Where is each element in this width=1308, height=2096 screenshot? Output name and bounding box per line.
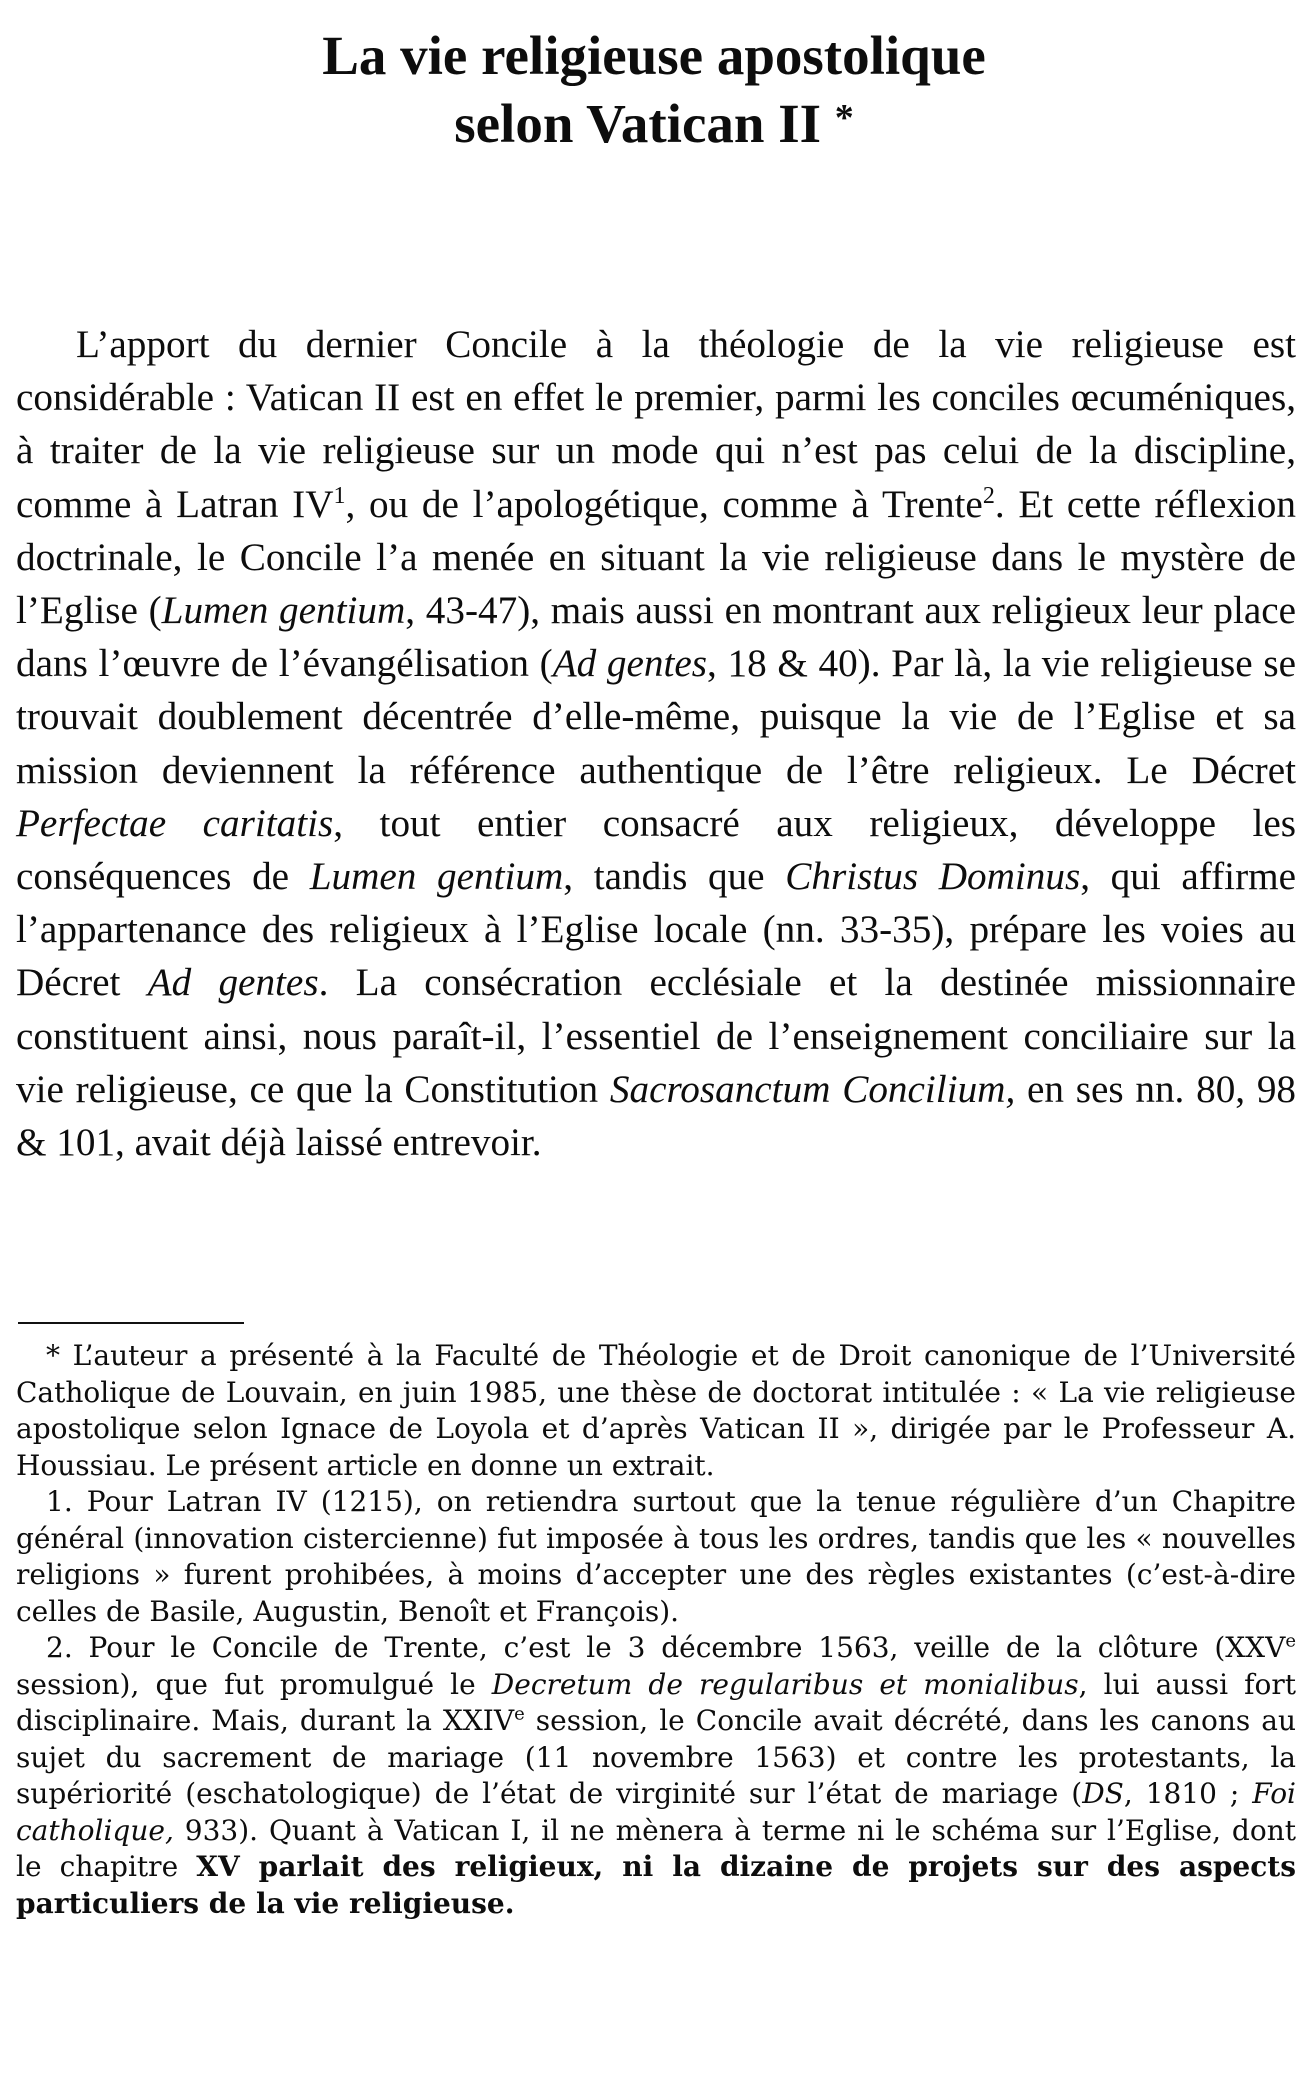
title-footnote-marker: * bbox=[834, 97, 854, 139]
body-text: , tandis que bbox=[563, 855, 786, 899]
footnote-text: 2. Pour le Concile de Trente, c’est le 3 décembre 1563, veille de la clôture (XXV bbox=[46, 1631, 1286, 1664]
document-title: Perfectae caritatis bbox=[16, 801, 334, 845]
footnote-text: 933). Quant à Vatican I, il ne mènera à terme ni le schéma sur l’Eglise, dont le chapitre bbox=[16, 1813, 1296, 1883]
body-text: en ses nn. 80, 98 & 101, avait déjà laissé entrevoir. bbox=[16, 1067, 1297, 1165]
footnote-text: session, le Concile avait décrété, dans les canons au sujet du sacrement de mariage (11 novembre 1563) et contre les protestants, la supériorité (eschatologique) de l’état de virginité sur l’état de mariage ( bbox=[16, 1704, 1296, 1810]
footnote-text-bold: XV parlait des religieux, ni la dizaine de projets sur des aspects particuliers de la vie religieuse. bbox=[16, 1850, 1296, 1920]
footnote-ref-2: 2 bbox=[982, 482, 995, 509]
ordinal-suffix: e bbox=[1285, 1630, 1296, 1652]
footnote-2 bbox=[16, 1630, 1296, 1922]
body-text: , ou de l’apologétique, comme à Trente bbox=[345, 482, 983, 526]
document-title: Decretum de regularibus et monialibus bbox=[491, 1667, 1079, 1701]
footnote-1: 1. Pour Latran IV (1215), on retiendra surtout que la tenue régulière d’un Chapitre général (innovation cistercienne) fut imposée à tous les ordres, tandis que les « nouvelles religions » furent prohibées, à moins d’accepter une des règles existantes (c’est-à-dire celles de Basile, Augustin, Benoît et François). bbox=[16, 1485, 1296, 1628]
document-title: Sacrosanctum Concilium, bbox=[609, 1067, 1016, 1111]
body-text: , 43-47), mais aussi en montrant aux religieux leur place dans l’œuvre de l’évangélisation ( bbox=[16, 589, 1297, 686]
footnote-ref-1: 1 bbox=[333, 482, 346, 509]
body-text: . La consécration ecclésiale et la destinée missionnaire constituent ainsi, nous paraît-il, l’essentiel de l’enseignement conciliaire sur la vie religieuse, ce que la Constitution bbox=[16, 961, 1296, 1111]
body-text: . Et cette réflexion doctrinale, le Concile l’a menée en situant la vie religieuse dans le mystère de l’Eglise ( bbox=[16, 482, 1296, 633]
title-line-2-text: selon Vatican II bbox=[454, 93, 821, 154]
footnote-separator bbox=[18, 1322, 244, 1324]
body-text: , tout entier consacré aux religieux, développe les conséquences de bbox=[16, 801, 1296, 899]
document-title: Lumen gentium bbox=[309, 855, 564, 899]
body-text: , 18 & 40). Par là, la vie religieuse se trouvait doublement décentrée d’elle-même, puisque la vie de l’Eglise et sa mission deviennent la référence authentique de l’être religieux. Le Décret bbox=[16, 642, 1296, 792]
document-title: Christus Dominus bbox=[785, 855, 1081, 899]
document-title: Ad gentes bbox=[552, 642, 708, 686]
footnote-text: session), que fut promulgué le bbox=[16, 1667, 492, 1701]
body-text: L’apport du dernier Concile à la théologie de la vie religieuse est considérable : Vatican II est en effet le premier, parmi les conciles œcuméniques, à traiter de la vie religieuse sur un mode qui n’est pas celui de la discipline, comme à Latran IV bbox=[16, 323, 1296, 526]
document-title: DS bbox=[1082, 1777, 1124, 1810]
title-line-1: La vie religieuse apostolique bbox=[322, 25, 986, 86]
ordinal-suffix: e bbox=[514, 1703, 525, 1725]
title-line-2 bbox=[0, 90, 1308, 158]
footnote-star: * L’auteur a présenté à la Faculté de Théologie et de Droit canonique de l’Université Catholique de Louvain, en juin 1985, une thèse de doctorat intitulée : « La vie religieuse apostolique selon Ignace de Loyola et d’après Vatican II », dirigée par le Professeur A. Houssiau. Le présent article en donne un extrait. bbox=[16, 1339, 1296, 1482]
body-paragraph bbox=[16, 318, 1296, 1169]
footnotes bbox=[16, 1338, 1296, 1922]
document-title: Foi catholique, bbox=[16, 1777, 1297, 1847]
article-title bbox=[0, 22, 1308, 158]
footnote-text: , 1810 ; bbox=[1123, 1777, 1253, 1810]
document-title: Lumen gentium bbox=[161, 589, 406, 633]
footnote-text: , lui aussi fort disciplinaire. Mais, durant la XXIV bbox=[16, 1667, 1296, 1737]
body-text: , qui affirme l’appartenance des religieux à l’Eglise locale (nn. 33-35), prépare les voies au Décret bbox=[16, 855, 1296, 1005]
document-title: Ad gentes bbox=[147, 961, 319, 1005]
